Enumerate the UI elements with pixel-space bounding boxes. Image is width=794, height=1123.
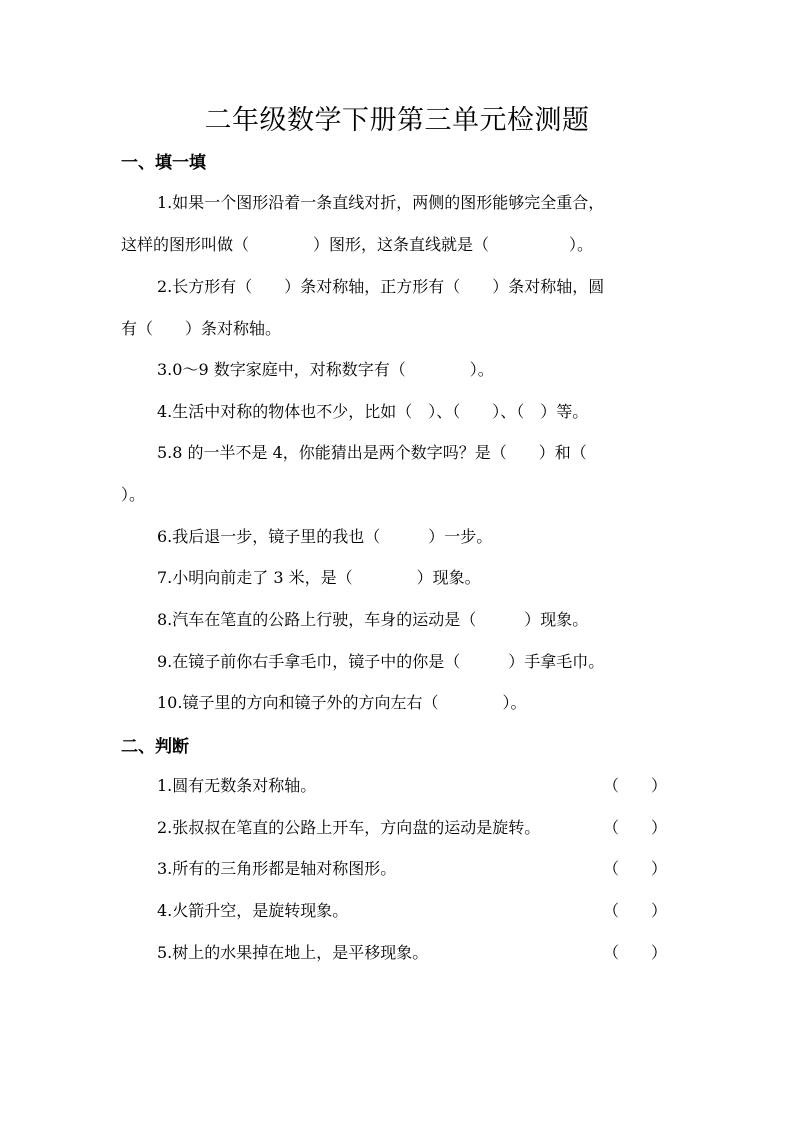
judge-question-4: 4.火箭升空，是旋转现象。 (157, 901, 349, 920)
fill-question-8: 8.汽车在笔直的公路上行驶，车身的运动是（ ）现象。 (157, 610, 589, 629)
judge-question-2: 2.张叔叔在笔直的公路上开车，方向盘的运动是旋转。 (157, 818, 541, 837)
fill-question-2-line-2: 有（ ）条对称轴。 (121, 319, 282, 338)
judge-answer-4: （ ） (603, 901, 668, 920)
fill-question-5-line-1: 5.8 的一半不是 4，你能猜出是两个数字吗？是（ ）和（ (157, 443, 587, 462)
fill-question-1-line-1: 1.如果一个图形沿着一条直线对折，两侧的图形能够完全重合， (157, 193, 605, 212)
section-heading-judgement: 二、判断 (121, 737, 189, 757)
fill-question-5-line-2: ）。 (121, 485, 146, 504)
fill-question-3: 3.0～9 数字家庭中，对称数字有（ ）。 (157, 360, 494, 379)
judge-question-1: 1.圆有无数条对称轴。 (157, 776, 317, 795)
judge-answer-1: （ ） (603, 776, 668, 795)
judge-answer-2: （ ） (603, 818, 668, 837)
fill-question-2-line-1: 2.长方形有（ ）条对称轴，正方形有（ ）条对称轴，圆 (157, 277, 605, 296)
judge-question-3: 3.所有的三角形都是轴对称图形。 (157, 859, 397, 878)
judge-answer-5: （ ） (603, 943, 668, 962)
fill-question-6: 6.我后退一步，镜子里的我也（ ）一步。 (157, 527, 493, 546)
judge-answer-3: （ ） (603, 859, 668, 878)
fill-question-4: 4.生活中对称的物体也不少，比如（ ）、（ ）、（ ）等。 (157, 402, 589, 421)
page-title: 二年级数学下册第三单元检测题 (204, 105, 590, 136)
fill-question-7: 7.小明向前走了 3 米，是（ ）现象。 (157, 568, 481, 587)
fill-question-9: 9.在镜子前你右手拿毛巾，镜子中的你是（ ）手拿毛巾。 (157, 652, 605, 671)
section-heading-fill-in: 一、填一填 (121, 153, 206, 173)
fill-question-1-line-2: 这样的图形叫做（ ）图形，这条直线就是（ ）。 (121, 235, 594, 254)
fill-question-10: 10.镜子里的方向和镜子外的方向左右（ ）。 (157, 693, 527, 712)
judge-question-5: 5.树上的水果掉在地上，是平移现象。 (157, 943, 429, 962)
